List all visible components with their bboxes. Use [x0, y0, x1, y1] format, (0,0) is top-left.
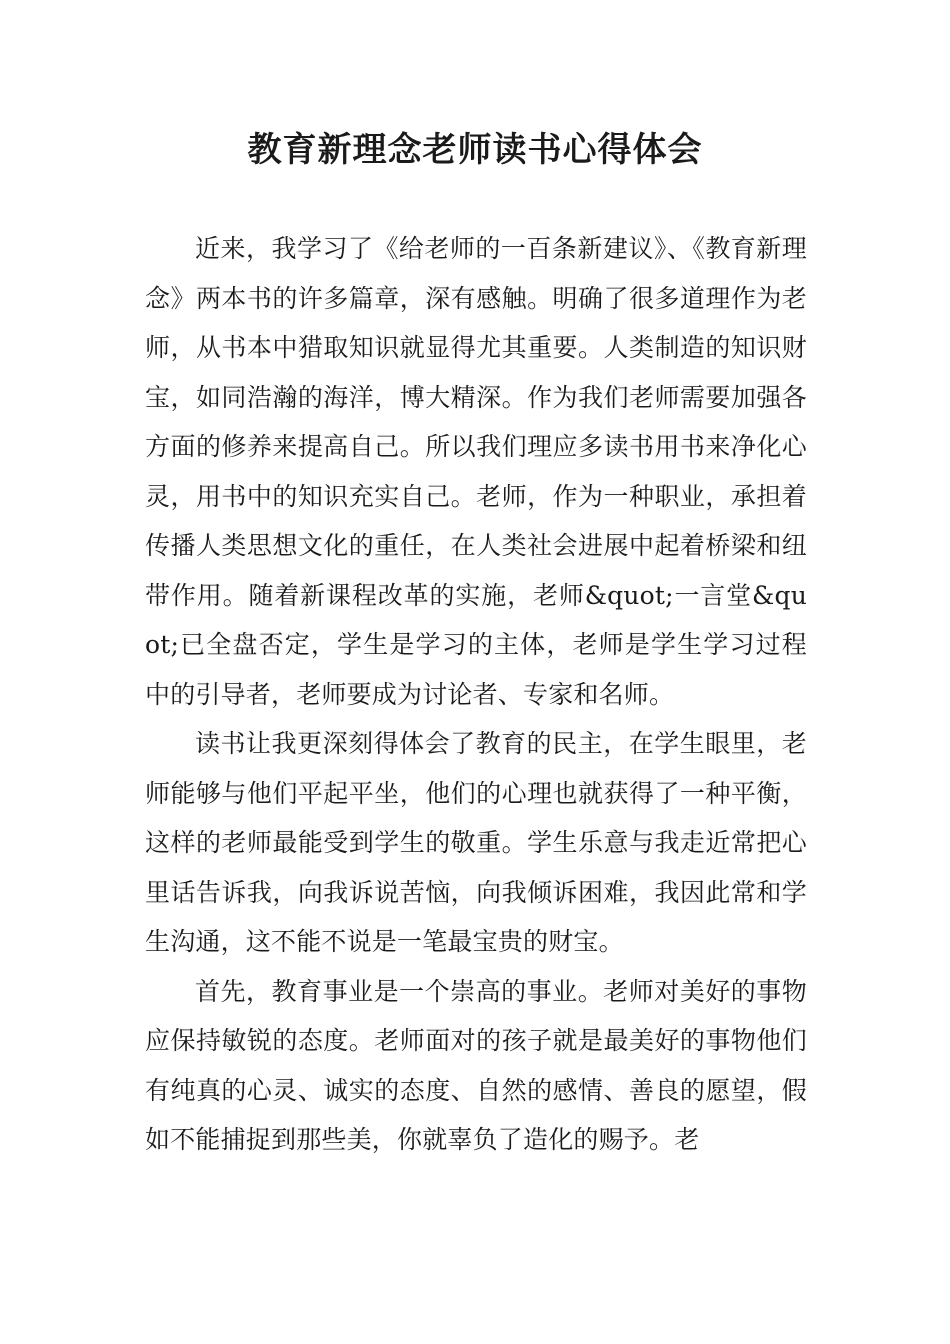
paragraph-2: 读书让我更深刻得体会了教育的民主，在学生眼里，老师能够与他们平起平坐，他们的心理也就获得了一种平衡，这样的老师最能受到学生的敬重。学生乐意与我走近常把心里话告诉我，向我诉说苦恼，向我倾诉困难，我因此常和学生沟通，这不能不说是一笔最宝贵的财宝。	[145, 729, 807, 956]
document-title: 教育新理念老师读书心得体会	[247, 130, 703, 170]
paragraph-3: 首先，教育事业是一个崇高的事业。老师对美好的事物应保持敏锐的态度。老师面对的孩子就是最美好的事物他们有纯真的心灵、诚实的态度、自然的感情、善良的愿望，假如不能捕捉到那些美，你就辜负了造化的赐予。老	[145, 976, 807, 1154]
document-body	[145, 224, 807, 1165]
paragraph-1: 近来，我学习了《给老师的一百条新建议》、《教育新理念》两本书的许多篇章，深有感触。明确了很多道理作为老师，从书本中猎取知识就显得尤其重要。人类制造的知识财宝，如同浩瀚的海洋，博大精深。作为我们老师需要加强各方面的修养来提高自己。所以我们理应多读书用书来净化心灵，用书中的知识充实自己。老师，作为一种职业，承担着传播人类思想文化的重任，在人类社会进展中起着桥梁和纽带作用。随着新课程改革的实施，老师&quot;一言堂&quot;已全盘否定，学生是学习的主体，老师是学生学习过程中的引导者，老师要成为讨论者、专家和名师。	[145, 234, 807, 709]
